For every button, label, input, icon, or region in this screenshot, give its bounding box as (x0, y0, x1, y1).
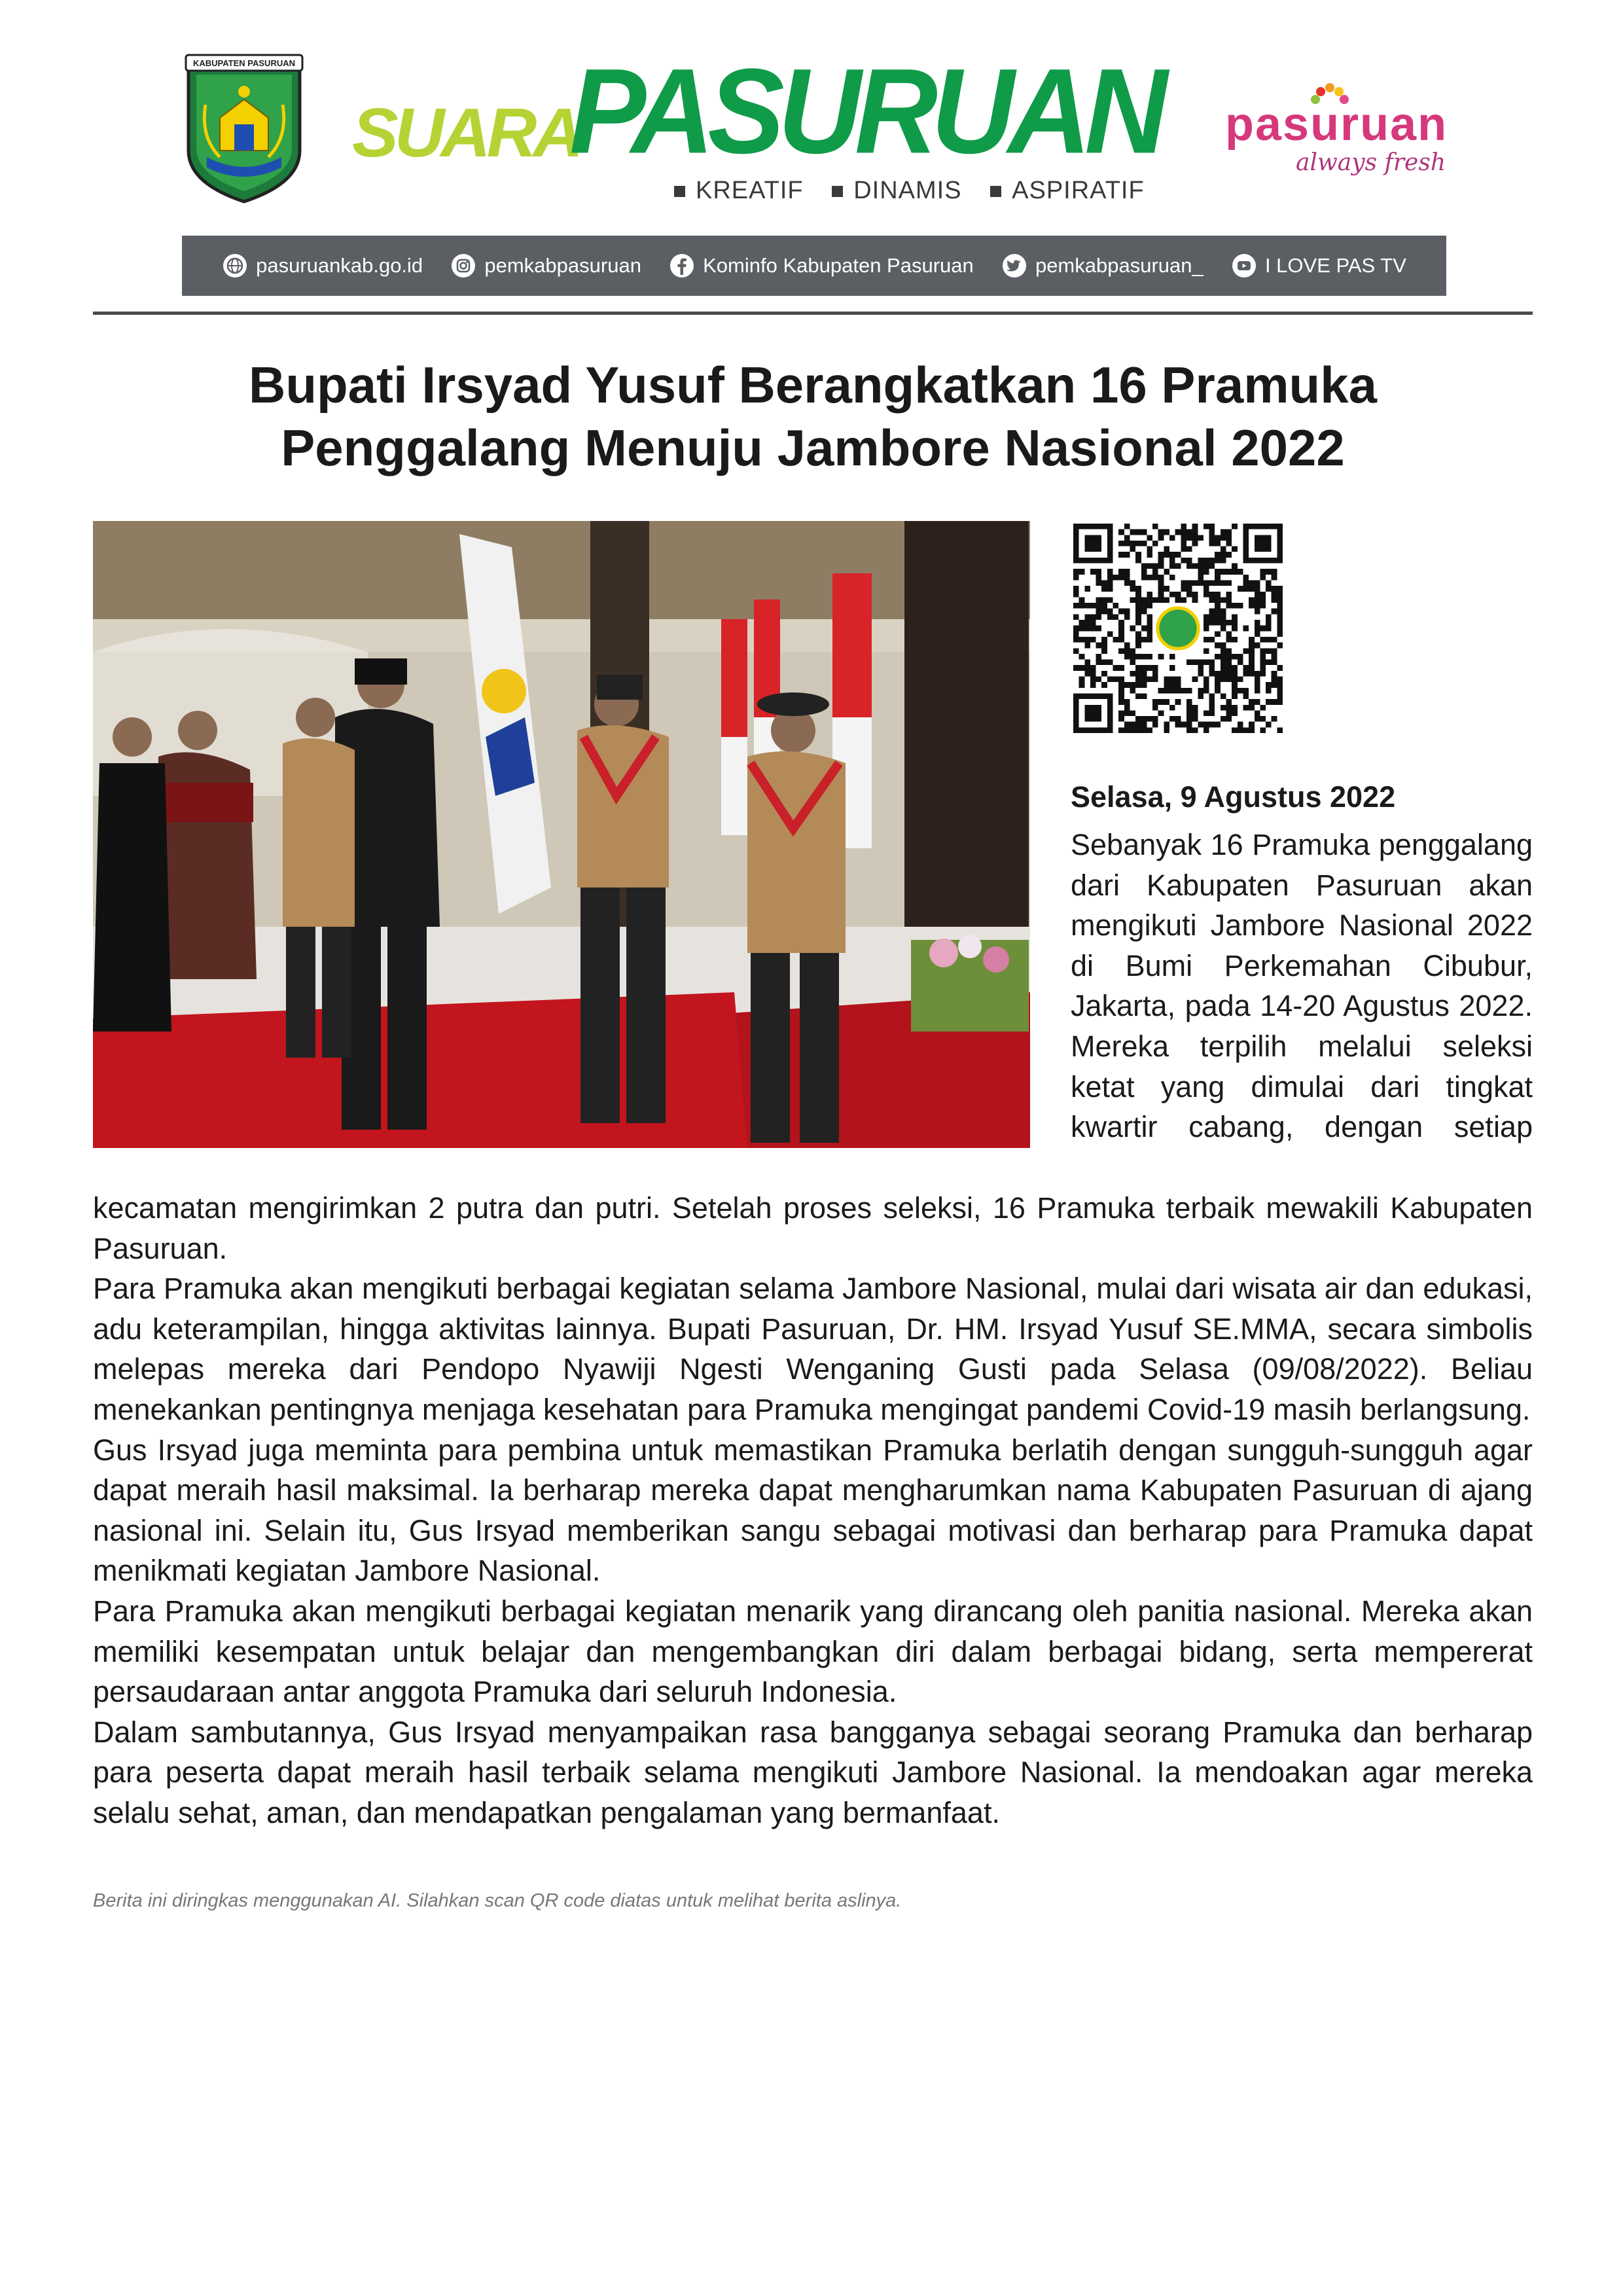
kabupaten-emblem (181, 52, 308, 204)
social-label: pemkabpasuruan_ (1035, 254, 1204, 277)
title-line: Bupati Irsyad Yusuf Berangkatkan 16 Pramuka (249, 356, 1377, 414)
social-link-website[interactable] (222, 253, 423, 279)
social-link-facebook[interactable] (669, 253, 974, 279)
body-paragraph: Dalam sambutannya, Gus Irsyad menyampaikan rasa bangganya sebagai seorang Pramuka dan berharap para peserta dapat meraih hasil terbaik selama mengikuti Jambore Nasional. Ia mendoakan agar mereka selalu sehat, aman, dan mendapatkan pengalaman yang bermanfaat. (93, 1715, 1533, 1829)
youtube-icon (1231, 253, 1257, 279)
body-paragraph: kecamatan mengirimkan 2 putra dan putri. Setelah proses seleksi, 16 Pramuka terbaik mewakili Kabupaten Pasuruan. (93, 1191, 1533, 1265)
twitter-icon (1001, 253, 1027, 279)
globe-icon (222, 253, 248, 279)
qr-code[interactable] (1073, 524, 1283, 733)
article-lead-text (1071, 825, 1533, 1147)
social-label: Kominfo Kabupaten Pasuruan (703, 254, 974, 277)
bullet-icon (990, 186, 1001, 197)
facebook-icon (669, 253, 695, 279)
article-body (93, 1188, 1533, 1833)
body-paragraph: Para Pramuka akan mengikuti berbagai kegiatan selama Jambore Nasional, mulai dari wisata air dan edukasi, adu keterampilan, hingga aktivitas lainnya. Bupati Pasuruan, Dr. HM. Irsyad Yusuf SE.MMA, secara simbolis melepas mereka dari Pendopo Nyawiji Ngesti Wenganing Gusti pada Selasa (09/08/2022). Beliau menekankan pentingnya menjaga kesehatan para Pramuka mengingat pandemi Covid-19 masih berlangsung. (93, 1272, 1533, 1426)
brand-suara: SUARA (352, 94, 579, 171)
lead-paragraph: Sebanyak 16 Pramuka penggalang dari Kabupaten Pasuruan akan mengikuti Jambore Nasional 2022 di Bumi Perkemahan Cibubur, Jakarta, pada 14-20 Agustus 2022. Mereka terpilih melalui seleksi ketat yang dimulai dari tingkat kwartir cabang, dengan setiap (1071, 828, 1533, 1144)
tagline-item: KREATIF (696, 177, 804, 204)
emblem-text: KABUPATEN PASURUAN (193, 58, 295, 68)
social-link-youtube[interactable] (1231, 253, 1406, 279)
header-divider (93, 312, 1533, 315)
social-label: pemkabpasuruan (484, 254, 641, 277)
body-paragraph: Gus Irsyad juga meminta para pembina untuk memastikan Pramuka berlatih dengan sungguh-sungguh agar dapat meraih hasil maksimal. Ia berharap mereka dapat mengharumkan nama Kabupaten Pasuruan di ajang nasional ini. Selain itu, Gus Irsyad memberikan sangu sebagai motivasi dan berharap para Pramuka dapat menikmati kegiatan Jambore Nasional. (93, 1433, 1533, 1588)
bullet-icon (674, 186, 685, 197)
person (93, 717, 171, 1031)
ai-summary-footnote: Berita ini diringkas menggunakan AI. Silahkan scan QR code diatas untuk melihat berita aslinya. (93, 1890, 902, 1911)
qr-center-emblem-icon (1158, 608, 1198, 649)
tagline-item: ASPIRATIF (1012, 177, 1145, 204)
pasuruan-tourism-logo (1224, 79, 1459, 177)
tourism-logo-name: pasuruan (1225, 98, 1448, 151)
bullet-icon (832, 186, 843, 197)
social-link-instagram[interactable] (450, 253, 641, 279)
social-media-bar (182, 236, 1446, 296)
article-date: Selasa, 9 Agustus 2022 (1071, 780, 1396, 814)
article-title (93, 353, 1533, 479)
instagram-icon (450, 253, 476, 279)
social-link-twitter[interactable] (1001, 253, 1204, 279)
article-photo (93, 521, 1030, 1148)
brand-pasuruan: PASURUAN (569, 44, 1162, 179)
social-label: I LOVE PAS TV (1264, 254, 1406, 277)
social-label: pasuruankab.go.id (256, 254, 423, 277)
body-paragraph: Para Pramuka akan mengikuti berbagai kegiatan menarik yang dirancang oleh panitia nasional. Mereka akan memiliki kesempatan untuk belajar dan mengembangkan diri dalam berbagai bidang, serta mempererat persaudaraan antar anggota Pramuka dari seluruh Indonesia. (93, 1594, 1533, 1709)
tourism-logo-slogan: always fresh (1296, 149, 1446, 176)
title-line: Penggalang Menuju Jambore Nasional 2022 (281, 419, 1345, 476)
tagline (674, 177, 1145, 205)
tagline-item: DINAMIS (853, 177, 962, 204)
